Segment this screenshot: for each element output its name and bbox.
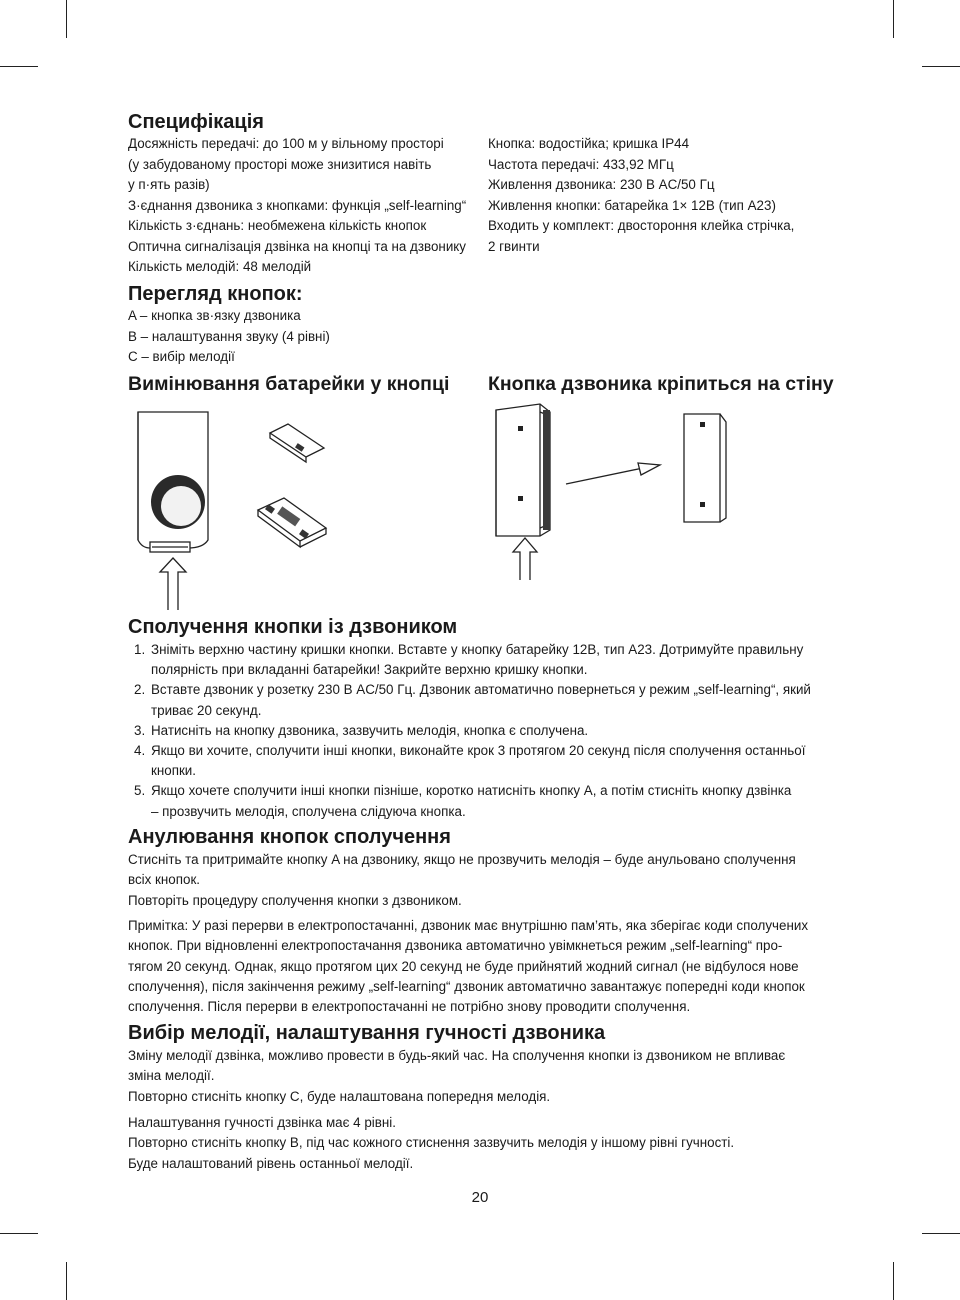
volume-paragraph: Налаштування гучності дзвінка має 4 рівні. Повторно стисніть кнопку B, під час кожного стиснення зазвучить мелодія у іншому рівні гучності. Буде налаштований рівень останньої мелодії. [128,1115,735,1171]
buttons-view-title: Перегляд кнопок: [128,283,303,305]
spec-right-column [488,134,838,257]
crop-mark [0,66,38,67]
cancel-paragraph: Стисніть та притримайте кнопку A на дзвонику, якщо не прозвучить мелодія – буде анульовано сполучення всіх кнопок. Повторіть процедуру сполучення кнопки з дзвоником. [128,852,796,908]
spec-line: Живлення дзвоника: 230 В AC/50 Гц [488,177,715,192]
pairing-step: 5. Якщо хочете сполучити інші кнопки пізніше, коротко натисніть кнопку A, а потім стисніть кнопку дзвінка – прозвучить мелодія, сполучена слідуюча кнопка. [134,783,792,819]
crop-mark [66,0,67,38]
spec-line: Досяжність передачі: до 100 м у вільному просторі [128,136,444,151]
pairing-step: 2. Вставте дзвоник у розетку 230 В AC/50 Гц. Дзвоник автоматично повернеться у режим „self-learning“, який триває 20 секунд. [134,682,811,718]
crop-mark [922,1233,960,1234]
cancel-note: Примітка: У разі перерви в електропостачанні, дзвоник має внутрішню пам’ять, яка зберігає коди сполучених кнопок. При відновленні електропостачання дзвоника автоматично увімкнеться режим „self-learning“ про- тягом 20 секунд. Однак, якщо протягом цих 20 секунд не буде прийнятий жодний сигнал (не відбулося нове сполучення), після закінчення режиму „self-learning“ дзвоник автоматично завантажує попередні коди кнопок сполучення. Після перерви в електропостачанні не потрібно знову проводити сполучення. [128,918,809,1015]
spec-line: у п·ять разів) [128,177,210,192]
button-desc-a: A – кнопка зв·язку дзвоника [128,308,301,323]
page-number: 20 [471,1189,489,1206]
button-desc-b: B – налаштування звуку (4 рівні) [128,328,330,344]
pairing-title: Сполучення кнопки із дзвоником [128,616,458,638]
spec-line: Частота передачі: 433,92 МГц [488,156,674,172]
pairing-step: 3. Натисніть на кнопку дзвоника, зазвучить мелодія, кнопка є сполучена. [134,722,589,738]
crop-mark [0,1233,38,1234]
pairing-steps [128,640,838,822]
spec-line: Кнопка: водостійка; кришка IP44 [488,136,690,151]
spec-line: Входить у комплект: двостороння клейка стрічка, [488,218,795,233]
wall-mount-title: Кнопка дзвоника кріпиться на стіну [488,373,834,395]
wall-mount-illustration [488,400,838,580]
spec-line: З·єднання дзвоника з кнопками: функція „self-learning“ [128,197,467,213]
battery-title: Вимінювання батарейки у кнопці [128,373,450,395]
pairing-step: 1. Зніміть верхню частину кришки кнопки. Вставте у кнопку батарейку 12В, тип A23. Дотримуйте правильну полярність при вкладанні батарейки! Закрийте верхню кришку кнопки. [134,642,804,678]
melody-paragraph: Зміну мелодії дзвінка, можливо провести в будь-який час. На сполучення кнопки із дзвоником не впливає зміна мелодії. Повторно стисніть кнопку C, буде налаштована попередня мелодія. [128,1048,786,1104]
spec-line: Кількість з·єднань: необмежена кількість кнопок [128,218,427,233]
spec-left-column [128,134,478,278]
melody-title: Вибір мелодії, налаштування гучності дзвоника [128,1022,606,1044]
spec-title: Специфікація [128,111,264,133]
button-desc-c: C – вибір мелодії [128,349,235,364]
cancel-title: Анулювання кнопок сполучення [128,826,451,848]
buttons-view-list [128,306,478,368]
crop-mark [66,1262,67,1300]
crop-mark [922,66,960,67]
spec-line: Оптична сигналізація дзвінка на кнопці та на дзвонику [128,238,467,254]
spec-line: (у забудованому просторі може знизитися навіть [128,156,432,172]
crop-mark [893,1262,894,1300]
spec-line: Кількість мелодій: 48 мелодій [128,259,312,274]
pairing-step: 4. Якщо ви хочите, сполучити інші кнопки, виконайте крок 3 протягом 20 секунд після сполучення останньої кнопки. [134,743,806,779]
spec-line: Живлення кнопки: батарейка 1× 12В (тип A23) [488,197,776,213]
crop-mark [893,0,894,38]
battery-illustration [128,400,478,610]
spec-line: 2 гвинти [488,238,540,254]
